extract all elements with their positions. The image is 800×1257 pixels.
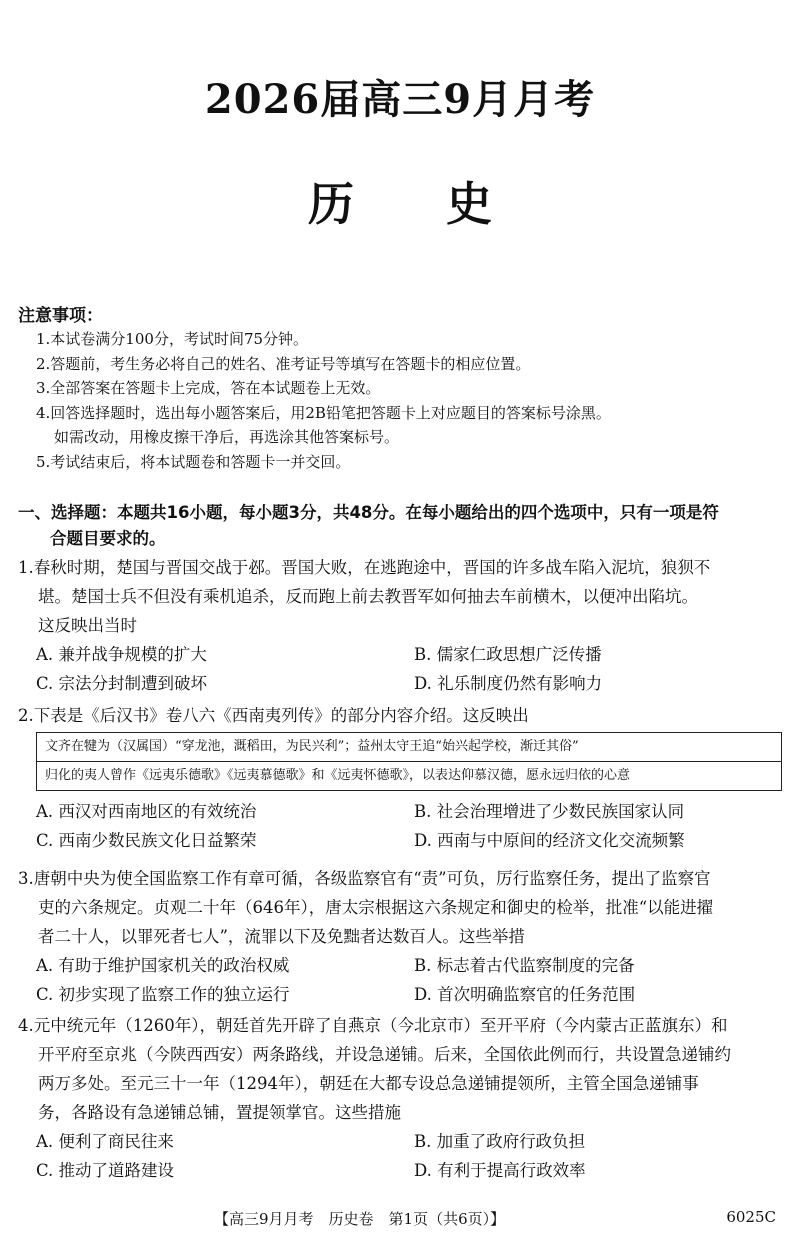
- notice-item: 1.本试卷满分100分，考试时间75分钟。: [36, 330, 309, 348]
- question-text: 4.元中统元年（1260年），朝廷首先开辟了自燕京（今北京市）至开平府（今内蒙古正蓝旗东）和: [18, 1016, 728, 1035]
- option-c: C. 西南少数民族文化日益繁荣: [36, 831, 257, 850]
- question-text: 3.唐朝中央为使全国监察工作有章可循，各级监察官有“责”可负，厉行监察任务，提出了监察官: [18, 869, 711, 888]
- option-d: D. 西南与中原间的经济文化交流频繁: [414, 831, 685, 850]
- option-b: B. 加重了政府行政负担: [414, 1132, 586, 1151]
- notice-item: 2.答题前，考生务必将自己的姓名、准考证号等填写在答题卡的相应位置。: [36, 354, 531, 373]
- option-a: A. 西汉对西南地区的有效统治: [36, 802, 257, 821]
- question-text: 2.下表是《后汉书》卷八六《西南夷列传》的部分内容介绍。这反映出: [18, 706, 529, 725]
- option-c: C. 初步实现了监察工作的独立运行: [36, 985, 290, 1004]
- notice-item-continuation: 如需改动，用橡皮擦干净后，再选涂其他答案标号。: [54, 428, 400, 446]
- subject-title: [0, 168, 800, 234]
- exam-title: 2026届高三9月月考: [204, 76, 596, 123]
- question-3: [18, 864, 788, 1009]
- notice-item: 4.回答选择题时，选出每小题答案后，用2B铅笔把答题卡上对应题目的答案标号涂黑。: [36, 403, 611, 422]
- question-2: [18, 701, 788, 855]
- option-a: A. 兼并战争规模的扩大: [36, 645, 207, 664]
- question-text: 开平府至京兆（今陕西西安）两条路线，并设急递铺。后来，全国依此例而行，共设置急递铺约: [38, 1045, 731, 1064]
- section-heading-line: 一、选择题：本题共16小题，每小题3分，共48分。在每小题给出的四个选项中，只有一项是符: [18, 503, 719, 522]
- option-b: B. 社会治理增进了少数民族国家认同: [414, 802, 685, 821]
- question-text: 两万多处。至元三十一年（1294年），朝廷在大都专设总急递铺提领所，主管全国急递铺事: [38, 1074, 699, 1093]
- notice-section: [18, 305, 788, 474]
- footer-page-info: 【高三9月月考 历史卷 第1页（共6页）】: [214, 1210, 506, 1228]
- table-cell: 归化的夷人曾作《远夷乐德歌》《远夷慕德歌》和《远夷怀德歌》，以表达仰慕汉德，愿永远归依的心意: [37, 762, 782, 791]
- notice-item: 3.全部答案在答题卡上完成，答在本试题卷上无效。: [36, 379, 381, 397]
- question-text: 这反映出当时: [38, 616, 137, 635]
- question-text: 堪。楚国士兵不但没有乘机追杀，反而跑上前去教晋军如何抽去车前横木，以便冲出陷坑。: [38, 587, 698, 606]
- section-heading-line: 合题目要求的。: [50, 529, 166, 548]
- question-text: 者二十人，以罪死者七人”，流罪以下及免黜者达数百人。这些举措: [38, 927, 525, 946]
- subject-char-1: 历: [308, 177, 354, 231]
- option-d: D. 首次明确监察官的任务范围: [414, 985, 636, 1004]
- source-table: [36, 732, 782, 791]
- notice-item: 5.考试结束后，将本试题卷和答题卡一并交回。: [36, 452, 351, 471]
- option-b: B. 儒家仁政思想广泛传播: [414, 645, 602, 664]
- question-text: 1.春秋时期，楚国与晋国交战于邲。晋国大败，在逃跑途中，晋国的许多战车陷入泥坑，狼狈不: [18, 558, 711, 577]
- footer-code: 6025C: [726, 1208, 776, 1226]
- section-heading: [18, 500, 788, 552]
- question-text: 吏的六条规定。贞观二十年（646年），唐太宗根据这六条规定和御史的检举，批准“以能进擢: [38, 898, 714, 917]
- option-a: A. 便利了商民往来: [36, 1132, 174, 1151]
- question-4: [18, 1011, 788, 1185]
- option-d: D. 礼乐制度仍然有影响力: [414, 674, 603, 693]
- option-b: B. 标志着古代监察制度的完备: [414, 956, 635, 975]
- option-a: A. 有助于维护国家机关的政治权威: [36, 956, 290, 975]
- question-text: 务，各路设有急递铺总铺，置提领掌官。这些措施: [38, 1103, 401, 1122]
- table-cell: 文齐在犍为（汉属国）“穿龙池，溉稻田，为民兴利”；益州太守王追“始兴起学校，渐迁其俗”: [37, 733, 782, 762]
- option-d: D. 有利于提高行政效率: [414, 1161, 586, 1180]
- option-c: C. 宗法分封制遭到破坏: [36, 674, 208, 693]
- question-1: [18, 553, 788, 698]
- subject-char-2: 史: [446, 177, 492, 231]
- notice-heading: 注意事项：: [18, 306, 103, 326]
- option-c: C. 推动了道路建设: [36, 1161, 175, 1180]
